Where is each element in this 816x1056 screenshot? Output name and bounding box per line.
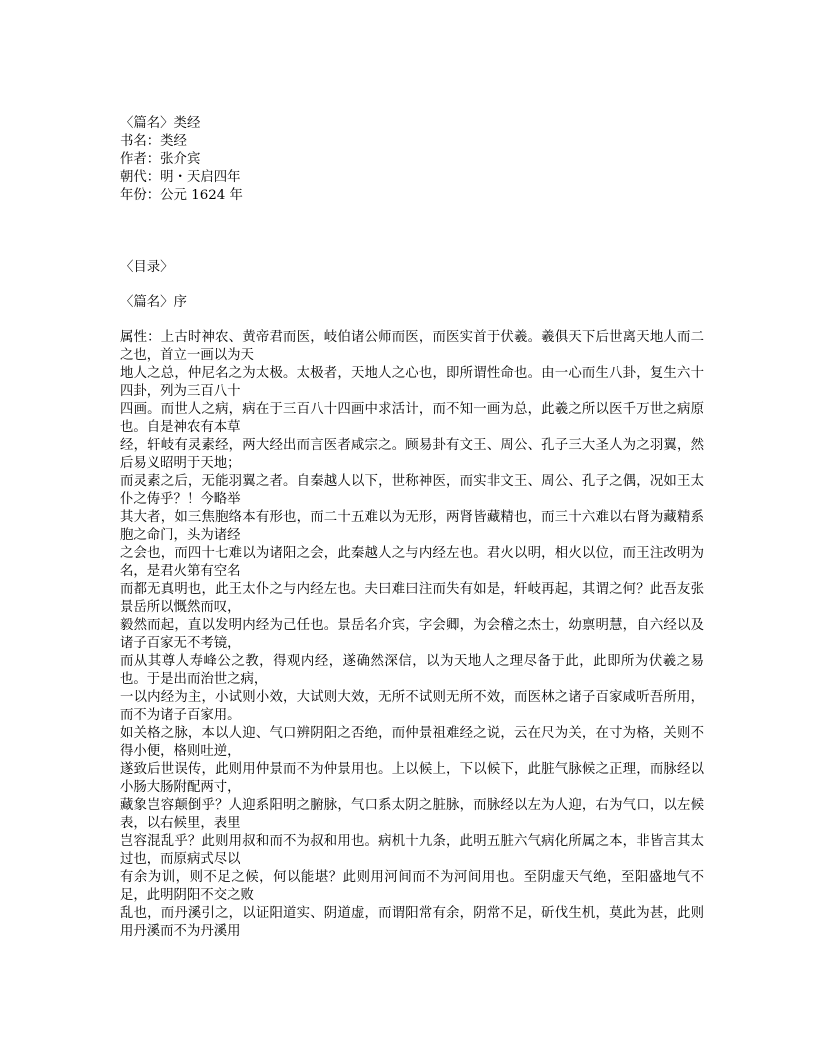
metadata-block (120, 115, 704, 205)
body-text (120, 329, 704, 941)
book-line: 书名：类经 (120, 134, 187, 149)
paragraph: 岂容混乱乎？此则用叔和而不为叔和用也。病机十九条，此明五脏六气病化所属之本，非皆言其太过也，而原病式尽以 (120, 834, 704, 867)
author-line: 作者：张介宾 (120, 152, 201, 167)
paragraph: 地人之总，仲尼名之为太极。太极者，天地人之心也，即所谓性命也。由一心而生八卦，复生六十四卦，列为三百八十 (120, 366, 704, 399)
paragraph: 有余为训，则不足之候，何以能堪？此则用河间而不为河间用也。至阴虚天气绝，至阳盛地气不足，此明阴阳不交之败 (120, 870, 704, 903)
paragraph: 遂致后世误传，此则用仲景而不为仲景用也。上以候上，下以候下，此脏气脉候之正理，而脉经以小肠大肠附配两寸， (120, 762, 704, 795)
paragraph: 属性：上古时神农、黄帝君而医，岐伯诸公师而医，而医实首于伏羲。羲俱天下后世离天地人而二之也，首立一画以为天 (120, 330, 704, 363)
paragraph: 如关格之脉，本以人迎、气口辨阴阳之否绝，而仲景祖难经之说，云在尺为关，在寸为格，关则不得小便，格则吐逆， (120, 726, 704, 759)
paragraph: 经，轩岐有灵素经，两大经出而言医者咸宗之。顾易卦有文王、周公、孔子三大圣人为之羽翼，然后易义昭明于天地； (120, 438, 704, 471)
paragraph: 其大者，如三焦胞络本有形也，而二十五难以为无形，两肾皆藏精也，而三十六难以右肾为藏精系胞之命门，头为诸经 (120, 510, 704, 543)
paragraph: 而都无真明也，此王太仆之与内经左也。夫曰难曰注而失有如是，轩岐再起，其谓之何？此吾友张景岳所以慨然而叹， (120, 582, 704, 615)
paragraph: 乱也，而丹溪引之，以证阳道实、阴道虚，而谓阳常有余，阴常不足，斫伐生机，莫此为甚，此则用丹溪而不为丹溪用 (120, 906, 704, 939)
paragraph: 藏象岂容颠倒乎？人迎系阳明之腑脉，气口系太阴之脏脉，而脉经以左为人迎，右为气口，以左候表，以右候里，表里 (120, 798, 704, 831)
paragraph: 毅然而起，直以发明内经为己任也。景岳名介宾，字会卿，为会稽之杰士，幼禀明慧，自六经以及诸子百家无不考镜， (120, 618, 704, 651)
paragraph: 而从其尊人寿峰公之教，得观内经，遂确然深信，以为天地人之理尽备于此，此即所为伏羲之易也。于是出而治世之病， (120, 654, 704, 687)
document-page (120, 115, 704, 941)
paragraph: 一以内经为主，小试则小效，大试则大效，无所不试则无所不效，而医林之诸子百家咸听吾所用，而不为诸子百家用。 (120, 690, 704, 723)
year-line: 年份：公元 1624 年 (120, 188, 243, 203)
paragraph: 之会也，而四十七难以为诸阳之会，此秦越人之与内经左也。君火以明，相火以位，而王注改明为名，是君火第有空名 (120, 546, 704, 579)
chapter-title: 〈篇名〉序 (120, 295, 187, 310)
dynasty-line: 朝代：明・天启四年 (120, 170, 241, 185)
toc-label: 〈目录〉 (120, 260, 174, 275)
paragraph: 而灵素之后，无能羽翼之者。自秦越人以下，世称神医，而实非文王、周公、孔子之偶，况如王太仆之俦乎？！今略举 (120, 474, 704, 507)
title-line: 〈篇名〉类经 (120, 116, 201, 131)
paragraph: 四画。而世人之病，病在于三百八十四画中求活计，而不知一画为总，此羲之所以医千万世之病原也。自是神农有本草 (120, 402, 704, 435)
